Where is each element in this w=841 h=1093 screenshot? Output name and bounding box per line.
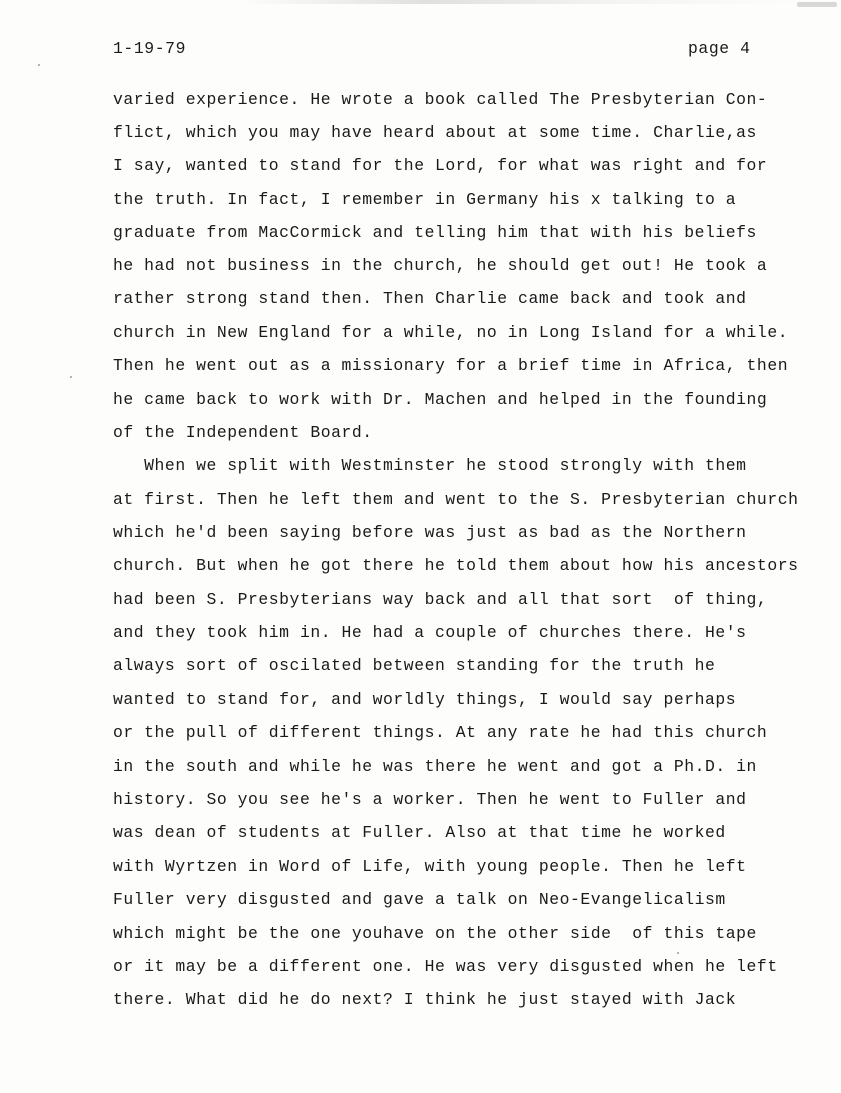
text-line: with Wyrtzen in Word of Life, with young people. Then he left xyxy=(113,857,747,876)
text-line: or the pull of different things. At any rate he had this church xyxy=(113,723,768,742)
text-line: which he'd been saying before was just as bad as the Northern xyxy=(113,523,747,542)
text-line: which might be the one youhave on the other side of this tape xyxy=(113,924,757,943)
text-line: there. What did he do next? I think he just stayed with Jack xyxy=(113,990,737,1009)
text-line: he came back to work with Dr. Machen and helped in the founding xyxy=(113,390,768,409)
header-page-number: page 4 xyxy=(688,39,751,58)
text-line: When we split with Westminster he stood strongly with them xyxy=(113,456,747,475)
text-line: church. But when he got there he told them about how his ancestors xyxy=(113,556,799,575)
scan-corner-mark xyxy=(797,2,837,7)
text-line: he had not business in the church, he should get out! He took a xyxy=(113,256,768,275)
text-line: in the south and while he was there he went and got a Ph.D. in xyxy=(113,757,757,776)
text-line: varied experience. He wrote a book called The Presbyterian Con- xyxy=(113,90,768,109)
text-line: wanted to stand for, and worldly things, I would say perhaps xyxy=(113,690,737,709)
text-line: had been S. Presbyterians way back and all that sort of thing, xyxy=(113,590,768,609)
text-line: Then he went out as a missionary for a brief time in Africa, then xyxy=(113,356,789,375)
scan-speck xyxy=(677,952,679,954)
text-line: at first. Then he left them and went to the S. Presbyterian church xyxy=(113,490,799,509)
text-line: history. So you see he's a worker. Then he went to Fuller and xyxy=(113,790,747,809)
text-line: or it may be a different one. He was very disgusted when he left xyxy=(113,957,778,976)
text-line: flict, which you may have heard about at some time. Charlie,as xyxy=(113,123,757,142)
text-line: graduate from MacCormick and telling him that with his beliefs xyxy=(113,223,757,242)
text-line: rather strong stand then. Then Charlie came back and took and xyxy=(113,289,747,308)
text-line: was dean of students at Fuller. Also at that time he worked xyxy=(113,823,726,842)
text-line: I say, wanted to stand for the Lord, for what was right and for xyxy=(113,156,768,175)
text-line: the truth. In fact, I remember in Germany his x talking to a xyxy=(113,190,737,209)
header-date: 1-19-79 xyxy=(113,39,187,58)
scan-smudge xyxy=(240,0,800,4)
text-line: of the Independent Board. xyxy=(113,423,373,442)
text-line: Fuller very disgusted and gave a talk on Neo-Evangelicalism xyxy=(113,890,726,909)
scan-speck xyxy=(38,64,40,66)
text-line: church in New England for a while, no in Long Island for a while. xyxy=(113,323,789,342)
text-line: always sort of oscilated between standing for the truth he xyxy=(113,656,716,675)
scan-speck xyxy=(70,376,72,378)
text-line: and they took him in. He had a couple of churches there. He's xyxy=(113,623,747,642)
